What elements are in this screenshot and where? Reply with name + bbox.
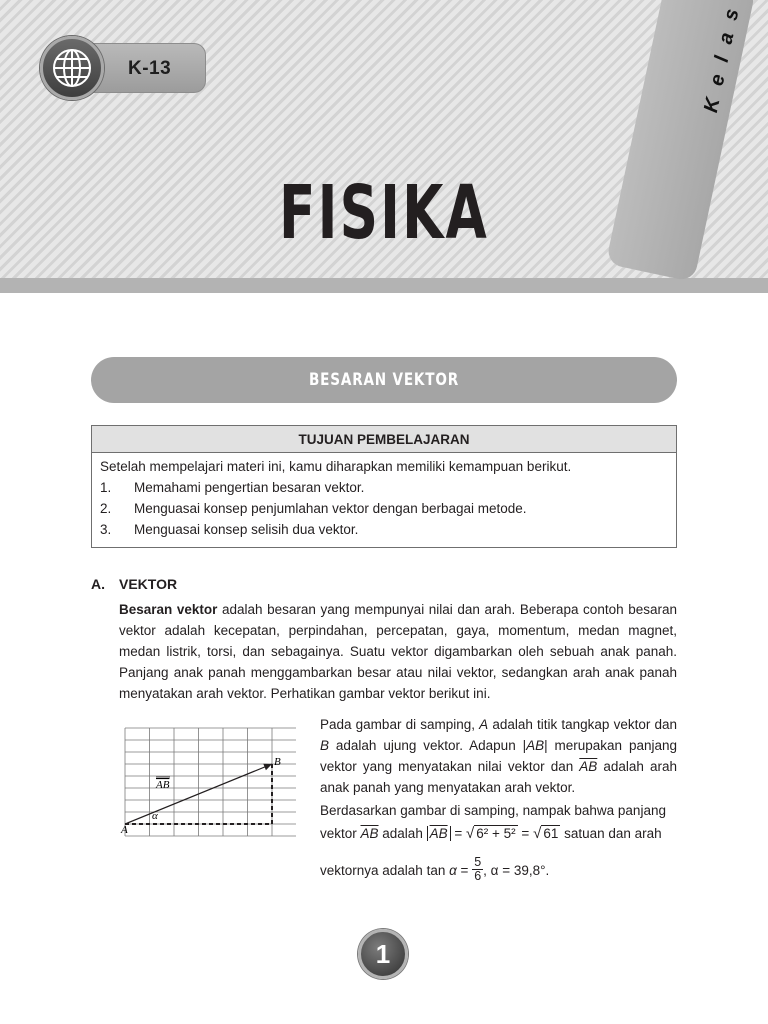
sqrt-icon: √ — [466, 825, 475, 842]
point-b-ref: B — [320, 738, 330, 753]
radicand: 6² + 5² — [476, 826, 516, 841]
abs-vector: $\overline{AB}$ — [429, 826, 448, 841]
book-title: FISIKA — [279, 170, 489, 256]
vector-ref: $\overline{AB}$ — [360, 826, 379, 841]
paragraph-text: adalah besaran yang mempunyai nilai dan arah. Beberapa contoh besaran vektor adalah kecepatan, perpindahan, percepatan, gaya, momentum, medan magnet, medan listrik, torsi, dan sebagainya. Suatu vektor digambarkan oleh sebuah anak panah. Panjang anak panah menggambarkan besar atau nilai vektor, sedangkan arah anak panah menyatakan arah vektor. Perhatikan gambar vektor berikut ini. — [119, 602, 677, 701]
objective-number: 3. — [100, 522, 112, 537]
subsection-letter: A. — [91, 576, 105, 592]
magnitude-ref: AB — [526, 738, 545, 753]
explanation-text: adalah titik tangkap vektor dan — [488, 717, 677, 732]
body-paragraph — [119, 599, 677, 704]
equals-sign: = — [454, 826, 463, 841]
objective-number: 2. — [100, 501, 112, 516]
section-title-bar — [91, 357, 677, 403]
subsection-title: VEKTOR — [119, 576, 178, 592]
subsection-heading — [91, 576, 177, 592]
objective-text: Memahami pengertian besaran vektor. — [134, 480, 365, 495]
objectives-intro: Setelah mempelajari materi ini, kamu diharapkan memiliki kemampuan berikut. — [100, 459, 572, 474]
angle-alpha-label: α — [152, 810, 158, 822]
globe-icon — [40, 36, 104, 100]
equals-sign: = — [521, 826, 530, 841]
explanation-paragraph — [320, 714, 677, 798]
radicand: 61 — [543, 826, 559, 841]
objective-text: Menguasai konsep selisih dua vektor. — [134, 522, 359, 537]
absolute-value — [427, 826, 451, 841]
header-band — [0, 278, 768, 293]
point-a-label: A — [121, 824, 128, 836]
vector-grid-figure — [120, 724, 296, 848]
fraction-denominator: 6 — [474, 869, 482, 883]
explanation-text: adalah arah anak panah yang menyatakan arah vektor. — [320, 759, 678, 795]
objective-item — [100, 480, 364, 495]
key-term: Besaran vektor — [119, 602, 218, 617]
section-title: BESARAN VEKTOR — [309, 370, 459, 390]
vector-ref: $\overline{AB}$ — [579, 759, 598, 774]
direction-formula — [320, 855, 677, 885]
alpha-symbol: α — [449, 863, 457, 879]
objective-item — [100, 522, 358, 537]
objective-text: Menguasai konsep penjumlahan vektor dengan berbagai metode. — [134, 501, 527, 516]
formula-text: vektornya adalah tan — [320, 863, 450, 879]
explanation-text: adalah ujung vektor. Adapun | — [329, 738, 527, 753]
curriculum-badge-label: K-13 — [128, 58, 172, 79]
vector-ab-label: AB — [156, 779, 170, 791]
magnitude-formula — [320, 825, 677, 842]
formula-text: = — [456, 863, 473, 879]
formula-text: vektor — [320, 826, 361, 841]
objectives-heading: TUJUAN PEMBELAJARAN — [92, 426, 676, 453]
point-a-ref: A — [479, 717, 489, 732]
vector-diagram — [120, 724, 296, 853]
learning-objectives-box — [91, 425, 677, 548]
formula-text: adalah — [378, 826, 427, 841]
explanation-text: | merupakan panjang vektor yang menyatakan nilai vektor dan — [320, 738, 677, 774]
page-number: 1 — [358, 929, 408, 979]
explanation-text: Pada gambar di samping, — [320, 717, 480, 732]
objective-item — [100, 501, 527, 516]
point-b-label: B — [274, 756, 281, 768]
sqrt-icon: √ — [533, 825, 542, 842]
formula-text: , α = 39,8°. — [483, 863, 550, 879]
objective-number: 1. — [100, 480, 112, 495]
fraction — [472, 856, 483, 883]
fraction-numerator: 5 — [474, 855, 482, 869]
result-intro: Berdasarkan gambar di samping, nampak bahwa panjang — [320, 803, 666, 818]
formula-text: satuan dan arah — [560, 826, 662, 841]
